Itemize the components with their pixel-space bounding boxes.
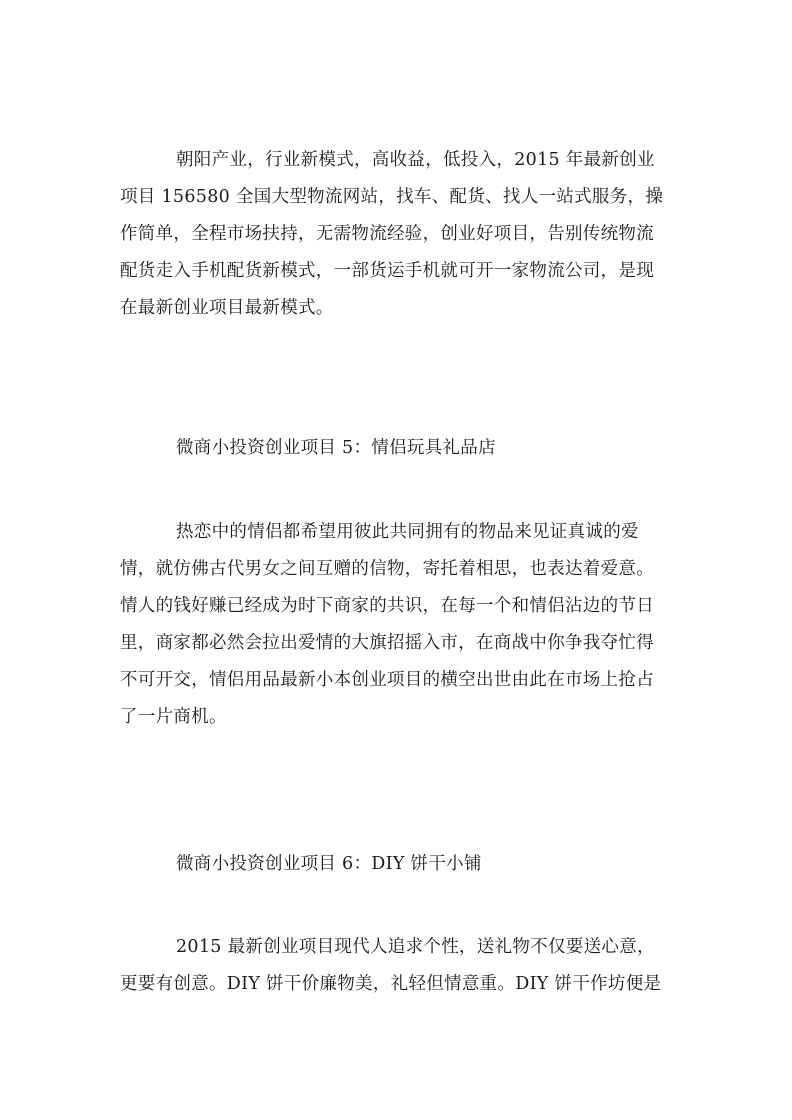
text-line: 更要有创意。DIY 饼干价廉物美，礼轻但情意重。DIY 饼干作坊便是 — [120, 974, 662, 994]
text-line: 2015 最新创业项目现代人追求个性，送礼物不仅要送心意， — [176, 937, 655, 957]
text-line: 了一片商机。 — [120, 707, 227, 727]
text-line: 在最新创业项目最新模式。 — [120, 298, 334, 318]
text-line: 情，就仿佛古代男女之间互赠的信物，寄托着相思，也表达着爱意。 — [120, 559, 654, 579]
text-line: 项目 156580 全国大型物流网站，找车、配货、找人一站式服务，操 — [120, 187, 664, 207]
text-line: 热恋中的情侣都希望用彼此共同拥有的物品来见证真诚的爱 — [176, 522, 639, 542]
text-line: 作简单，全程市场扶持，无需物流经验，创业好项目，告别传统物流 — [120, 224, 654, 244]
text-line: 朝阳产业，行业新模式，高收益，低投入，2015 年最新创业 — [176, 150, 655, 170]
heading-text: 微商小投资创业项目 6：DIY 饼干小铺 — [176, 854, 482, 874]
text-line: 不可开交，情侣用品最新小本创业项目的横空出世由此在市场上抢占 — [120, 670, 654, 690]
text-line: 情人的钱好赚已经成为时下商家的共识，在每一个和情侣沾边的节日 — [120, 596, 654, 616]
text-line: 里，商家都必然会拉出爱情的大旗招摇入市，在商战中你争我夺忙得 — [120, 633, 654, 653]
text-line: 配货走入手机配货新模式，一部货运手机就可开一家物流公司，是现 — [120, 261, 654, 281]
heading-text: 微商小投资创业项目 5：情侣玩具礼品店 — [176, 438, 496, 458]
